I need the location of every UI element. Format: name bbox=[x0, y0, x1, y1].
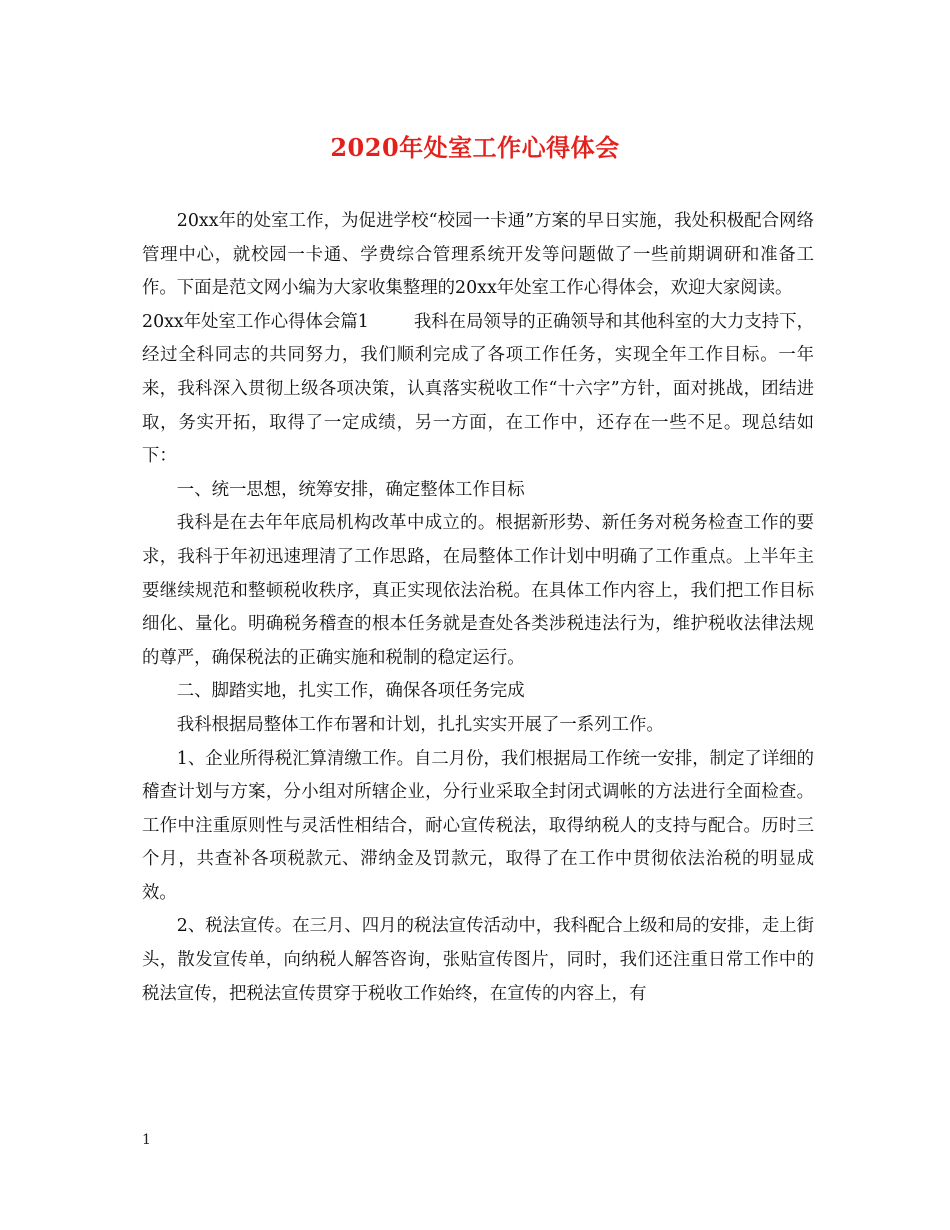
heading-two: 二、脚踏实地，扎实工作，确保各项任务完成 bbox=[176, 681, 525, 702]
paragraph-one: 我科是在去年年底局机构改革中成立的。根据新形势、新任务对税务检查工作的要求，我科于年初迅速理清了工作思路，在局整体工作计划中明确了工作重点。上半年主要继续规范和整顿税收秩序，真正实现依法治税。在具体工作内容上，我们把工作目标细化、量化。明确税务稽查的根本任务就是查处各类涉税违法行为，维护税收法律法规的尊严，确保税法的正确实施和税制的稳定运行。 bbox=[142, 513, 814, 668]
paragraph-four: 2、税法宣传。在三月、四月的税法宣传活动中，我科配合上级和局的安排，走上街头，散发宣传单，向纳税人解答咨询，张贴宣传图片，同时，我们还注重日常工作中的税法宣传，把税法宣传贯穿于税收工作始终，在宣传的内容上，有 bbox=[142, 916, 814, 1004]
paragraph-two: 我科根据局整体工作布署和计划，扎扎实实开展了一系列工作。 bbox=[176, 714, 664, 735]
paragraph-three: 1、企业所得税汇算清缴工作。自二月份，我们根据局工作统一安排，制定了详细的稽查计划与方案，分小组对所辖企业，分行业采取全封闭式调帐的方法进行全面检查。工作中注重原则性与灵活性相结合，耐心宣传税法，取得纳税人的支持与配合。历时三个月，共查补各项税款元、滞纳金及罚款元，取得了在工作中贯彻依法治税的明显成效。 bbox=[142, 748, 814, 903]
section-paragraph bbox=[142, 306, 814, 474]
section-text: 我科在局领导的正确领导和其他科室的大力支持下，经过全科同志的共同努力，我们顺利完成了各项工作任务，实现全年工作目标。一年来，我科深入贯彻上级各项决策，认真落实税收工作“十六字”方针，面对挑战，团结进取，务实开拓，取得了一定成绩，另一方面，在工作中，还存在一些不足。现总结如下： bbox=[142, 311, 814, 467]
page-number: 1 bbox=[142, 1132, 151, 1148]
document-body bbox=[142, 205, 814, 1011]
section-label: 20xx年处室工作心得体会篇1 bbox=[142, 311, 369, 332]
intro-paragraph: 20xx年的处室工作，为促进学校“校园一卡通”方案的早日实施，我处积极配合网络管理中心，就校园一卡通、学费综合管理系统开发等问题做了一些前期调研和准备工作。下面是范文网小编为大家收集整理的20xx年处室工作心得体会，欢迎大家阅读。 bbox=[142, 211, 814, 299]
document-title: 2020年处室工作心得体会 bbox=[330, 133, 620, 162]
heading-one: 一、统一思想，统筹安排，确定整体工作目标 bbox=[176, 479, 525, 500]
